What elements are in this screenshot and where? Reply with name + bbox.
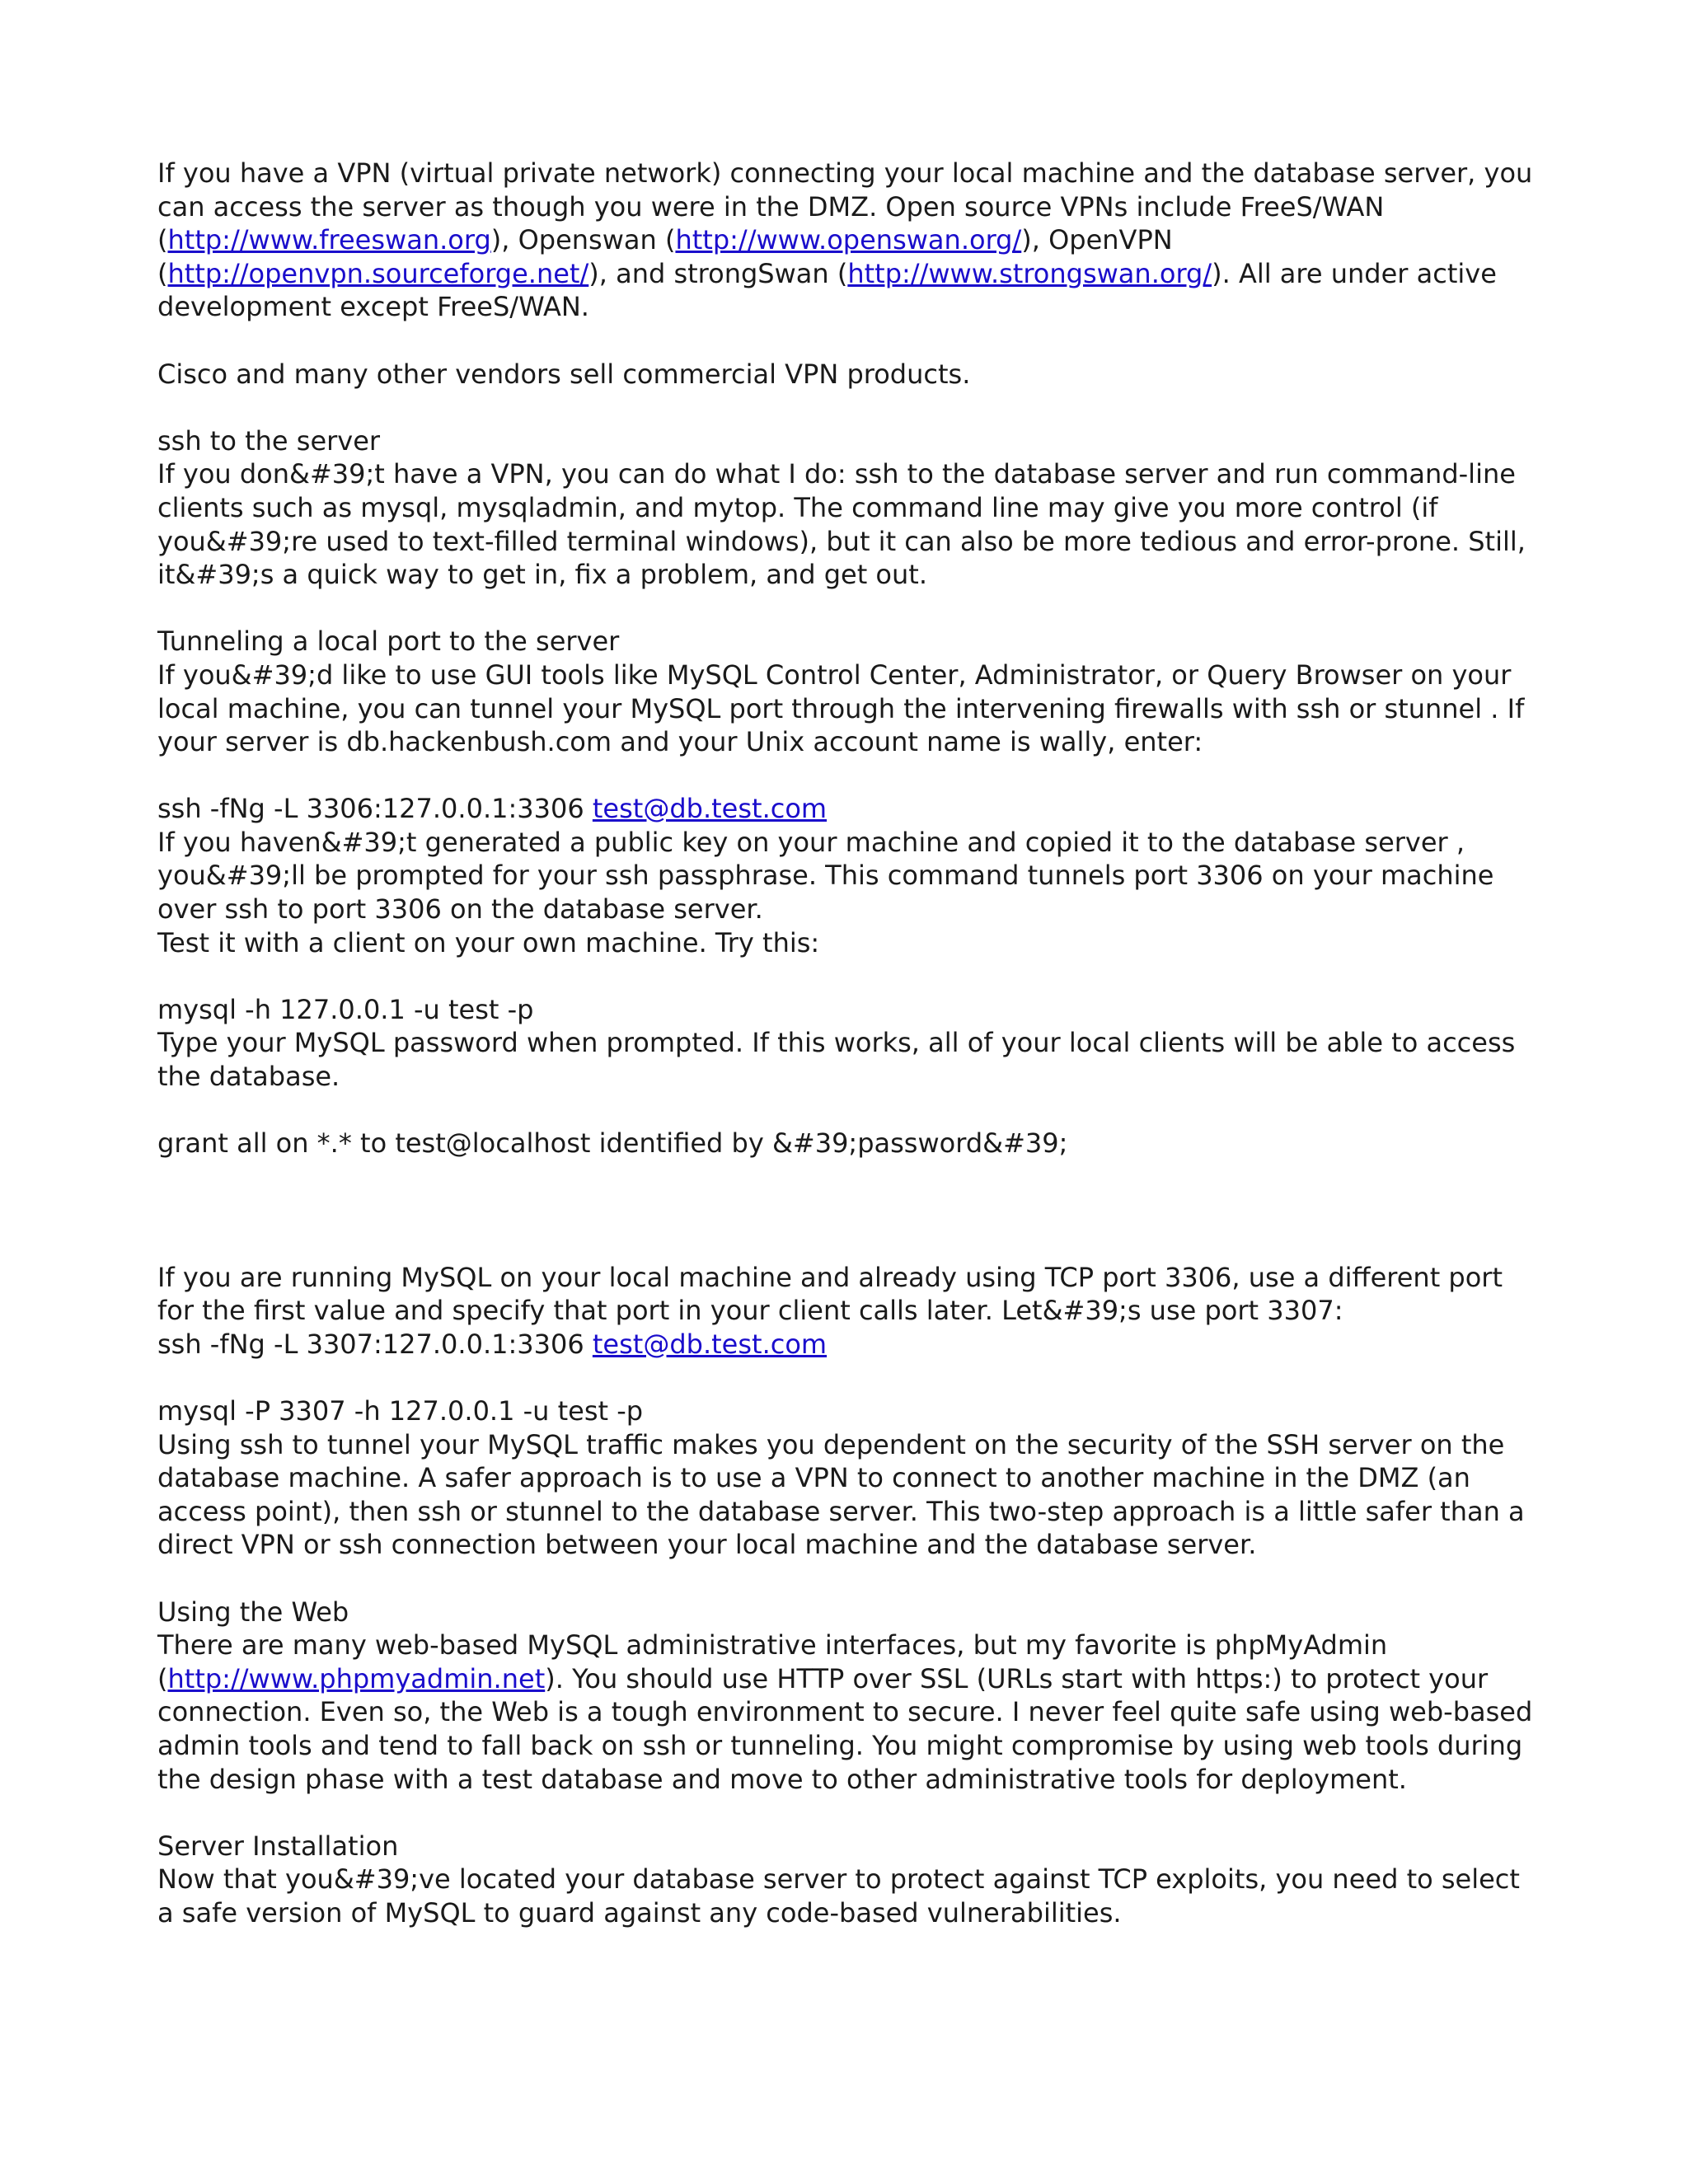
vpn-text-5: ). All are under active development except FreeS/WAN.	[157, 257, 1497, 323]
spacer	[157, 1562, 1534, 1596]
cisco-paragraph: Cisco and many other vendors sell commercial VPN products.	[157, 358, 971, 390]
ssh-paragraph: If you don&#39;t have a VPN, you can do what I do: ssh to the database server and run command-line clients such as mysql, mysqladmin, and mytop. The command line may give you more control (if you&#39;re used to text-filled terminal windows), but it can also be more tedious and error-prone. Still, it&#39;s a quick way to get in, fix a problem, and get out.	[157, 458, 1526, 591]
spacer	[157, 391, 1534, 424]
vpn-text-2: ), Openswan (	[490, 224, 676, 256]
tunnel-paragraph: If you&#39;d like to use GUI tools like MySQL Control Center, Administrator, or Query Browser on your local machine, you can tunnel your MySQL port through the intervening firewalls with ssh or stunnel . If your server is db.hackenbush.com and your Unix account name is wally, enter:	[157, 658, 1525, 758]
grant-command-line: grant all on *.* to test@localhost identified by &#39;password&#39;	[157, 1127, 1068, 1160]
spacer	[157, 1094, 1534, 1127]
vpn-text-1: If you have a VPN (virtual private network) connecting your local machine and the database server, you can access the server as though you were in the DMZ. Open source VPNs include FreeS/WAN (	[157, 157, 1533, 256]
ssh-command-line	[157, 792, 1534, 826]
install-paragraph: Now that you&#39;ve located your database server to protect against TCP exploits, you need to select a safe version of MySQL to guard against any code-based vulnerabilities.	[157, 1863, 1520, 1929]
tunnel-heading: Tunneling a local port to the server	[157, 626, 620, 658]
ssh-command-text: ssh -fNg -L 3306:127.0.0.1:3306	[157, 793, 593, 825]
openvpn-link[interactable]: http://openvpn.sourceforge.net/	[167, 257, 589, 289]
vpn-text-4: ), and strongSwan (	[588, 257, 848, 289]
freeswan-link[interactable]: http://www.freeswan.org	[167, 224, 491, 256]
web-heading: Using the Web	[157, 1596, 349, 1628]
ssh-heading: ssh to the server	[157, 424, 381, 457]
port-paragraph: If you are running MySQL on your local machine and already using TCP port 3306, use a different port for the first value and specify that port in your client calls later. Let&#39;s use port 3307:	[157, 1261, 1503, 1327]
web-text-1: There are many web-based MySQL administrative interfaces, but my favorite is phpMyAdmin (	[157, 1629, 1388, 1694]
password-paragraph: Type your MySQL password when prompted. If this works, all of your local clients will be able to access the database.	[157, 1027, 1516, 1093]
spacer	[157, 959, 1534, 993]
test-instruction: Test it with a client on your own machine. Try this:	[157, 926, 820, 958]
ssh-command-text-3307: ssh -fNg -L 3307:127.0.0.1:3306	[157, 1328, 593, 1360]
vpn-text-3: ), OpenVPN (	[157, 224, 1173, 289]
web-paragraph	[157, 1629, 1534, 1796]
security-paragraph: Using ssh to tunnel your MySQL traffic makes you dependent on the security of the SSH server on the database machine. A safer approach is to use a VPN to connect to another machine in the DMZ (an access point), then ssh or stunnel to the database server. This two-step approach is a little safer than a direct VPN or ssh connection between your local machine and the database server.	[157, 1428, 1525, 1561]
mysql-command-line: mysql -h 127.0.0.1 -u test -p	[157, 993, 534, 1025]
spacer	[157, 1361, 1534, 1394]
spacer	[157, 759, 1534, 793]
web-text-2: ). You should use HTTP over SSL (URLs start with https:) to protect your connection. Even so, the Web is a tough environment to secure. I never feel quite safe using web-based admin tools and tend to fall back on ssh or tunneling. You might compromise by using web tools during the design phase with a test database and move to other administrative tools for deployment.	[157, 1662, 1533, 1795]
public-key-paragraph: If you haven&#39;t generated a public key on your machine and copied it to the database server , you&#39;ll be prompted for your ssh passphrase. This command tunnels port 3306 on your machine over ssh to port 3306 on the database server.	[157, 826, 1494, 926]
document-page	[157, 157, 1534, 1929]
spacer	[157, 1796, 1534, 1830]
mysql-command-line-3307: mysql -P 3307 -h 127.0.0.1 -u test -p	[157, 1394, 644, 1427]
spacer	[157, 592, 1534, 626]
openswan-link[interactable]: http://www.openswan.org/	[675, 224, 1022, 256]
phpmyadmin-link[interactable]: http://www.phpmyadmin.net	[167, 1662, 546, 1694]
ssh-command-line-3307	[157, 1328, 1534, 1361]
install-heading: Server Installation	[157, 1830, 399, 1862]
spacer	[157, 324, 1534, 358]
spacer	[157, 1160, 1534, 1261]
email-link[interactable]: test@db.test.com	[592, 793, 828, 825]
strongswan-link[interactable]: http://www.strongswan.org/	[847, 257, 1212, 289]
email-link-2[interactable]: test@db.test.com	[592, 1328, 828, 1360]
vpn-paragraph	[157, 157, 1534, 324]
